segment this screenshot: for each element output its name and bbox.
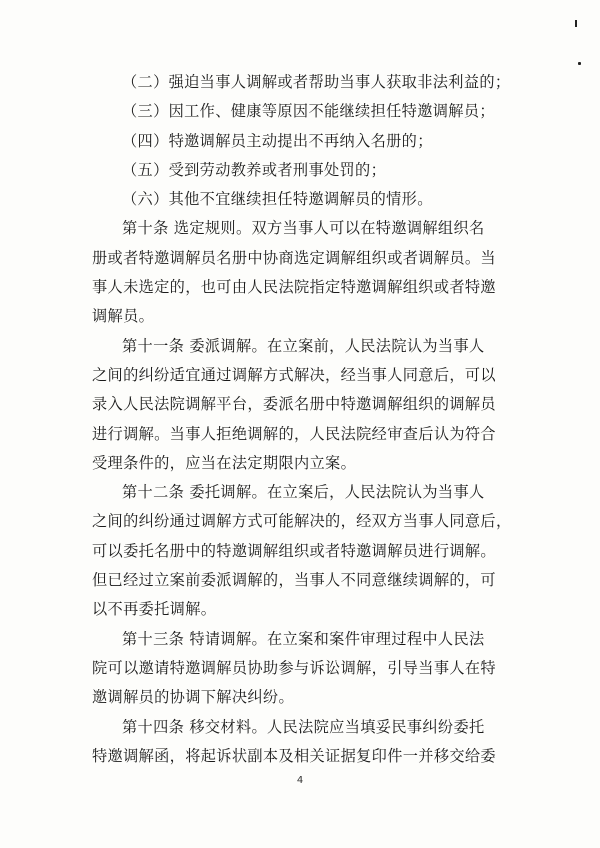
- scan-mark: [575, 20, 577, 27]
- text-line: 调解员。: [92, 307, 155, 326]
- text-line: 之间的纠纷通过调解方式可能解决的，经双方当事人同意后，: [92, 512, 512, 531]
- scan-mark: [578, 62, 581, 65]
- text-line: （五）受到劳动教养或者刑事处罚的；: [122, 160, 387, 179]
- text-line: 第十二条 委托调解。在立案后，人民法院认为当事人: [122, 483, 485, 502]
- text-line: （二）强迫当事人调解或者帮助当事人获取非法利益的；: [122, 73, 511, 91]
- text-line: （三）因工作、健康等原因不能继续担任特邀调解员；: [122, 102, 495, 121]
- text-line: 之间的纠纷适宜通过调解方式解决，经当事人同意后，可以: [92, 365, 496, 384]
- text-line: 进行调解。当事人拒绝调解的，人民法院经审查后认为符合: [92, 424, 496, 443]
- text-line: 册或者特邀调解员名册中协商选定调解组织或者调解员。当: [92, 248, 496, 267]
- text-line: 但已经过立案前委派调解的，当事人不同意继续调解的，可: [92, 571, 496, 590]
- text-line: 以不再委托调解。: [92, 600, 217, 619]
- text-line: 第十一条 委派调解。在立案前，人民法院认为当事人: [122, 336, 485, 355]
- text-line: 第十四条 移交材料。人民法院应当填妥民事纠纷委托: [122, 717, 485, 736]
- document-body: [92, 68, 532, 771]
- text-line: 院可以邀请特邀调解员协助参与诉讼调解，引导当事人在特: [92, 658, 496, 677]
- text-line: 录入人民法院调解平台，委派名册中特邀调解组织的调解员: [92, 395, 496, 414]
- text-line: 特邀调解函，将起诉状副本及相关证据复印件一并移交给委: [92, 746, 496, 765]
- text-line: （四）特邀调解员主动提出不再纳入名册的；: [122, 131, 433, 150]
- text-line: 第十条 选定规则。双方当事人可以在特邀调解组织名: [122, 219, 485, 238]
- text-line: 第十三条 特请调解。在立案和案件审理过程中人民法: [122, 629, 485, 648]
- text-line: 受理条件的，应当在法定期限内立案。: [92, 453, 357, 472]
- text-line: （六）其他不宜继续担任特邀调解员的情形。: [122, 190, 433, 209]
- text-line: 邀调解员的协调下解决纠纷。: [92, 688, 294, 707]
- text-line: 事人未选定的，也可由人民法院指定特邀调解组织或者特邀: [92, 278, 496, 297]
- page-number: 4: [296, 775, 304, 786]
- text-line: 可以委托名册中的特邀调解组织或者特邀调解员进行调解。: [92, 541, 496, 560]
